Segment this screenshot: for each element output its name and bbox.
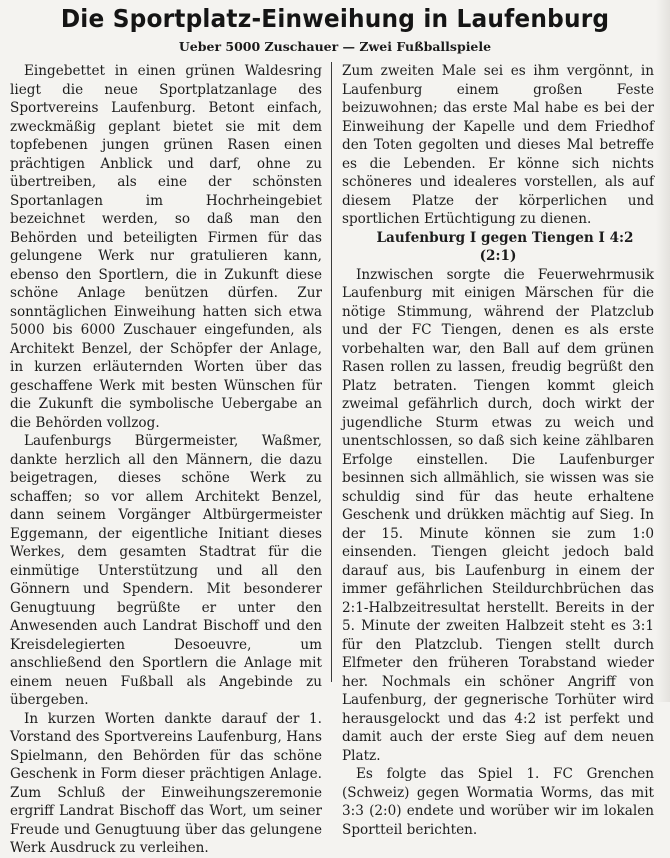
paragraph: Zum zweiten Male sei es ihm vergönnt, in Laufenburg einem großen Feste beizuwohnen; das erste Mal habe es bei der Einweihung der Kapelle und dem Friedhof den Toten gegolten und dieses Mal betreffe es die Lebenden. Er könne sich nichts schöneres und idealeres vorstellen, als auf diesem Platze der körperlichen und sportlichen Ertüchtigung zu dienen. <box>342 63 654 227</box>
paper-edge <box>656 0 670 702</box>
headline: Die Sportplatz-Einweihung in Laufenburg <box>60 4 610 33</box>
left-column <box>10 62 322 858</box>
column-divider <box>331 62 332 682</box>
match-heading: Laufenburg I gegen Tiengen I 4:2 (2:1) <box>376 229 634 264</box>
paragraph: In kurzen Worten dankte darauf der 1. Vorstand des Sportvereins Laufenburg, Hans Spielmann, den Behörden für das schöne Geschenk in Form dieser prächtigen Anlage. Zum Schluß der Einweihungszeremonie ergriff Landrat Bischoff das Wort, um seiner Freude und Genugtuung über das gelungene Werk Ausdruck zu verleihen. <box>10 710 322 856</box>
right-column <box>342 62 654 839</box>
paragraph: Laufenburgs Bürgermeister, Waßmer, dankte herzlich all den Männern, die dazu beigetragen, dieses schöne Werk zu schaffen; so vor allem Architekt Benzel, dann seinem Vorgänger Altbürgermeister Eggemann, der eigentliche Initiant dieses Werkes, dem gesamten Stadtrat für die einmütige Unterstützung und all den Gönnern und Spendern. Mit besonderer Genugtuung begrüßte er unter den Anwesenden auch Landrat Bischoff und den Kreisdelegierten Desoeuvre, um anschließend den Sportlern die Anlage mit einem neuen Fußball als Angebinde zu übergeben. <box>10 433 322 708</box>
paragraph: Inzwischen sorgte die Feuerwehrmusik Laufenburg mit einigen Märschen für die nötige Stimmung, während der Platzclub und der FC Tiengen, denen es als erste vorbehalten war, den Ball auf dem grünen Rasen rollen zu lassen, freudig begrüßt den Platz betraten. Tiengen kommt gleich zweimal gefährlich durch, doch wirkt der jugendliche Sturm etwas zu weich und unentschlossen, so daß sich keine zählbaren Erfolge einstellen. Die Laufenburger besinnen sich allmählich, sie wissen was sie schuldig sind für das heute erhaltene Geschenk und drükken mächtig auf Sieg. In der 15. Minute können sie zum 1:0 einsenden. Tiengen gleicht jedoch bald darauf aus, bis Laufenburg in einem der immer gefährlichen Steildurchbrüchen das 2:1-Halbzeitresultat herstellt. Bereits in der 5. Minute der zweiten Halbzeit steht es 3:1 für den Platzclub. Tiengen stellt durch Elfmeter den früheren Torabstand wieder her. Nochmals ein schöner Angriff von Laufenburg, der gegnerische Torhüter wird herausgelockt und das 4:2 ist perfekt und damit auch der erste Sieg auf dem neuen Platz. <box>342 266 654 764</box>
subheadline: Ueber 5000 Zuschauer — Zwei Fußballspiele <box>178 39 492 54</box>
paragraph: Eingebettet in einen grünen Waldesring liegt die neue Sportplatzanlage des Sportvereins Laufenburg. Betont einfach, zweckmäßig geplant bietet sie mit dem topfebenen jungen grünen Rasen einen prächtigen Anblick und darf, ohne zu übertreiben, als eine der schönsten Sportanlagen im Hochrheingebiet bezeichnet werden, so daß man den Behörden und beteiligten Firmen für das gelungene Werk nur gratulieren kann, ebenso den Sportlern, die in Zukunft diese schöne Anlage benützen dürfen. Zur sonntäglichen Einweihung hatten sich etwa 5000 bis 6000 Zuschauer eingefunden, als Architekt Benzel, der Schöpfer der Anlage, in kurzen erläuternden Worten über das geschaffene Werk mit besten Wünschen für die Zukunft die symbolische Uebergabe an die Behörden vollzog. <box>10 63 322 431</box>
paragraph: Es folgte das Spiel 1. FC Grenchen (Schweiz) gegen Wormatia Worms, das mit 3:3 (2:0) endete und worüber wir im lokalen Sportteil berichten. <box>342 766 654 838</box>
